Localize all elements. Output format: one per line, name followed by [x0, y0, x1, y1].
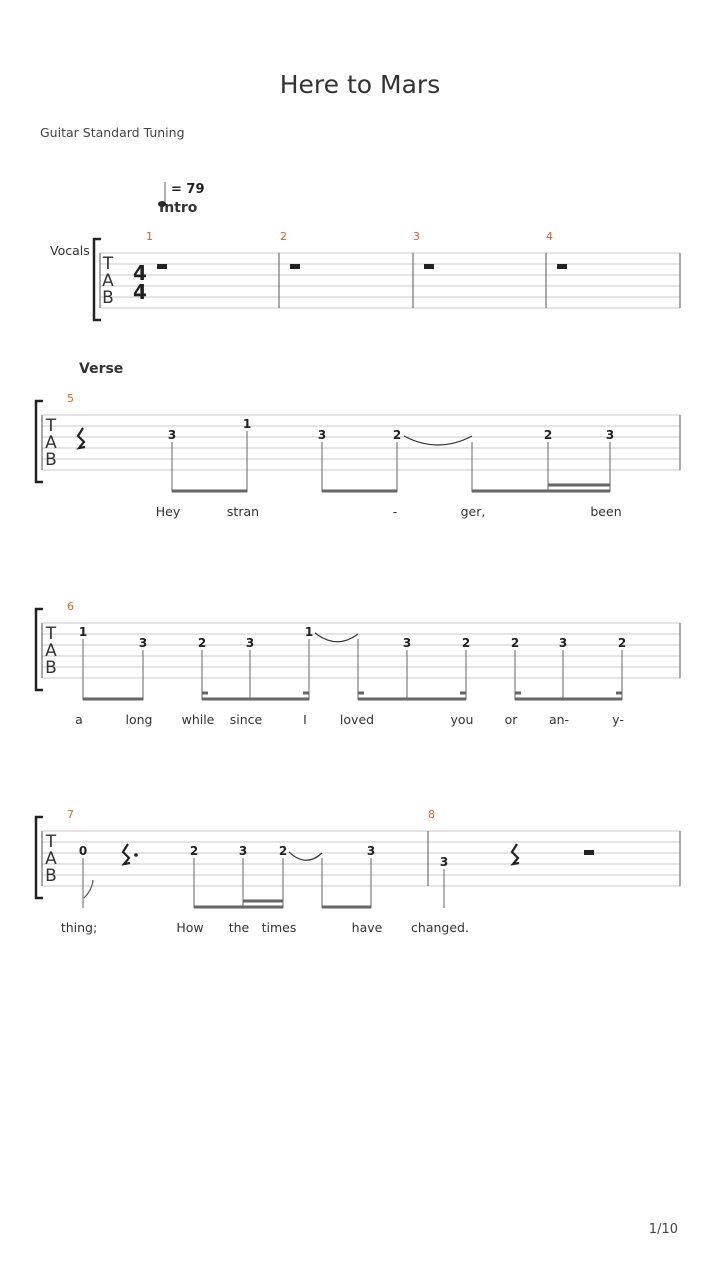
fret-number: 2: [461, 636, 471, 650]
section-intro: Intro: [159, 200, 198, 216]
time-sig-bottom: 4: [133, 280, 147, 304]
tuning-label: Guitar Standard Tuning: [40, 125, 185, 140]
lyric-syllable: -: [392, 504, 398, 519]
system-1: [50, 182, 680, 320]
tab-letter-b: B: [45, 866, 57, 886]
measure-number: 2: [280, 230, 287, 243]
lyric-syllable: loved: [339, 712, 375, 727]
section-verse: Verse: [79, 361, 124, 377]
staff-lines: [42, 415, 680, 470]
lyric-syllable: been: [590, 504, 622, 519]
fret-number: 1: [242, 417, 252, 431]
system-4: [36, 808, 680, 935]
fret-number: 3: [245, 636, 255, 650]
fret-number: 3: [138, 636, 148, 650]
instrument-label: Vocals: [50, 243, 90, 258]
lyric-syllable: ger,: [460, 504, 486, 519]
fret-number: 3: [605, 428, 615, 442]
lyric-syllable: y-: [612, 712, 624, 727]
lyric-syllable: or: [504, 712, 518, 727]
lyric-syllable: you: [450, 712, 474, 727]
fret-number: 2: [189, 844, 199, 858]
fret-number: 0: [78, 844, 88, 858]
whole-rest: [557, 264, 567, 269]
whole-rest: [157, 264, 167, 269]
tab-letter-a: A: [45, 433, 57, 453]
whole-rest: [424, 264, 434, 269]
fret-number: 3: [238, 844, 248, 858]
lyric-syllable: a: [75, 712, 83, 727]
dot: [134, 853, 138, 857]
tab-letter-b: B: [102, 288, 114, 308]
rhythm-stems: [83, 639, 622, 700]
fret-number: 3: [439, 855, 449, 869]
fret-number: 3: [366, 844, 376, 858]
tab-letter-a: A: [45, 641, 57, 661]
tempo-marking: = 79: [171, 182, 205, 197]
staff-lines: [42, 623, 680, 678]
system-2: [36, 361, 680, 519]
fret-number: 1: [304, 625, 314, 639]
rhythm-stems: [194, 858, 444, 908]
fret-number: 2: [617, 636, 627, 650]
measure-number: 8: [428, 808, 435, 821]
fret-number: 1: [78, 625, 88, 639]
page-number: 1/10: [648, 1222, 678, 1237]
note-flag: [84, 880, 93, 898]
tab-letter-t: T: [102, 254, 114, 274]
fret-number: 2: [510, 636, 520, 650]
lyric-syllable: I: [303, 712, 307, 727]
staff-lines: [42, 831, 680, 886]
lyric-syllable: times: [261, 920, 297, 935]
measure-number: 3: [413, 230, 420, 243]
quarter-rest: [512, 844, 519, 864]
fret-number: 3: [558, 636, 568, 650]
lyric-syllable: the: [228, 920, 250, 935]
fret-number: 2: [543, 428, 553, 442]
quarter-rest: [78, 428, 85, 448]
tab-letter-a: A: [45, 849, 57, 869]
measure-number: 5: [67, 392, 74, 405]
fret-number: 3: [167, 428, 177, 442]
tab-letter-t: T: [45, 416, 57, 436]
fret-number: 2: [278, 844, 288, 858]
tab-letter-b: B: [45, 658, 57, 678]
fret-number: 3: [317, 428, 327, 442]
staff-lines: [100, 253, 680, 308]
fret-number: 2: [197, 636, 207, 650]
measure-number: 1: [146, 230, 153, 243]
tab-letter-a: A: [102, 271, 114, 291]
whole-rest: [290, 264, 300, 269]
tab-letter-b: B: [45, 450, 57, 470]
lyric-syllable: an-: [548, 712, 570, 727]
song-title: Here to Mars: [279, 70, 441, 99]
lyric-syllable: changed.: [411, 920, 469, 935]
lyric-syllable: stran: [226, 504, 260, 519]
measure-number: 7: [67, 808, 74, 821]
lyric-syllable: thing;: [60, 920, 98, 935]
system-3: [36, 600, 680, 727]
quarter-rest: [123, 844, 130, 864]
tab-letter-t: T: [45, 832, 57, 852]
fret-number: 2: [392, 428, 402, 442]
lyric-syllable: while: [181, 712, 215, 727]
lyric-syllable: How: [176, 920, 204, 935]
measure-number: 4: [546, 230, 553, 243]
fret-number: 3: [402, 636, 412, 650]
measure-number: 6: [67, 600, 74, 613]
lyric-syllable: long: [125, 712, 153, 727]
time-sig-top: 4: [133, 261, 147, 285]
lyric-syllable: have: [351, 920, 383, 935]
half-rest: [584, 850, 594, 855]
lyric-syllable: since: [229, 712, 263, 727]
tab-letter-t: T: [45, 624, 57, 644]
lyric-syllable: Hey: [155, 504, 181, 519]
